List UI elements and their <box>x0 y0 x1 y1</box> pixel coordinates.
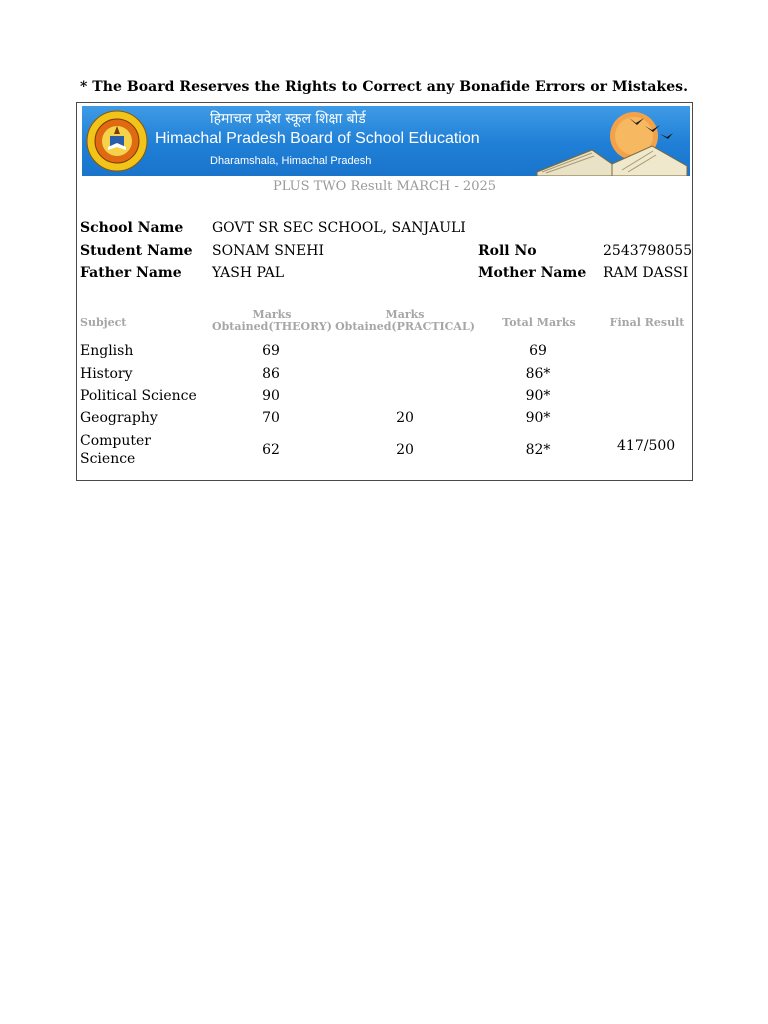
theory-cell: 86 <box>262 366 280 382</box>
student-name-label: Student Name <box>80 243 193 259</box>
header-theory-line2: Obtained(THEORY) <box>212 320 332 333</box>
subject-cell: English <box>80 343 134 359</box>
header-practical <box>335 309 475 333</box>
total-cell: 82* <box>525 442 551 458</box>
father-name-label: Father Name <box>80 265 182 281</box>
roll-no-label: Roll No <box>478 243 537 259</box>
subject-cell-line2: Science <box>80 451 136 467</box>
board-location: Dharamshala, Himachal Pradesh <box>210 155 372 167</box>
disclaimer-text: * The Board Reserves the Rights to Correct any Bonafide Errors or Mistakes. <box>79 79 689 95</box>
header-theory-line1: Marks <box>252 308 292 321</box>
subject-cell: Political Science <box>80 388 197 404</box>
book-and-birds-illustration <box>532 106 690 176</box>
board-english-title: Himachal Pradesh Board of School Education <box>155 130 480 147</box>
board-hindi-title: हिमाचल प्रदेश स्कूल शिक्षा बोर्ड <box>210 111 366 127</box>
mother-name-value: RAM DASSI <box>603 265 689 281</box>
total-cell: 69 <box>529 343 547 359</box>
subject-cell: Geography <box>80 410 158 426</box>
total-cell: 90* <box>525 388 551 404</box>
header-total-marks: Total Marks <box>502 316 576 329</box>
subject-cell-line1: Computer <box>80 433 151 449</box>
subject-cell: History <box>80 366 133 382</box>
student-name-value: SONAM SNEHI <box>212 243 325 259</box>
father-name-value: YASH PAL <box>212 265 285 281</box>
theory-cell: 70 <box>262 410 280 426</box>
header-practical-line2: Obtained(PRACTICAL) <box>335 320 475 333</box>
theory-cell: 69 <box>262 343 280 359</box>
header-subject: Subject <box>80 316 127 329</box>
practical-cell: 20 <box>396 442 414 458</box>
mother-name-label: Mother Name <box>478 265 587 281</box>
total-cell: 86* <box>525 366 551 382</box>
roll-no-value: 2543798055 <box>603 243 693 259</box>
header-final-result: Final Result <box>609 316 685 329</box>
school-name-value: GOVT SR SEC SCHOOL, SANJAULI <box>212 220 466 236</box>
theory-cell: 62 <box>262 442 280 458</box>
header-practical-line1: Marks <box>385 308 425 321</box>
school-name-label: School Name <box>80 220 184 236</box>
result-title: PLUS TWO Result MARCH - 2025 <box>272 179 497 194</box>
theory-cell: 90 <box>262 388 280 404</box>
board-seal-logo <box>86 110 148 172</box>
board-banner <box>82 106 690 176</box>
result-card <box>76 102 693 481</box>
practical-cell: 20 <box>396 410 414 426</box>
total-cell: 90* <box>525 410 551 426</box>
final-result-value: 417/500 <box>617 438 676 454</box>
header-theory <box>207 309 337 333</box>
